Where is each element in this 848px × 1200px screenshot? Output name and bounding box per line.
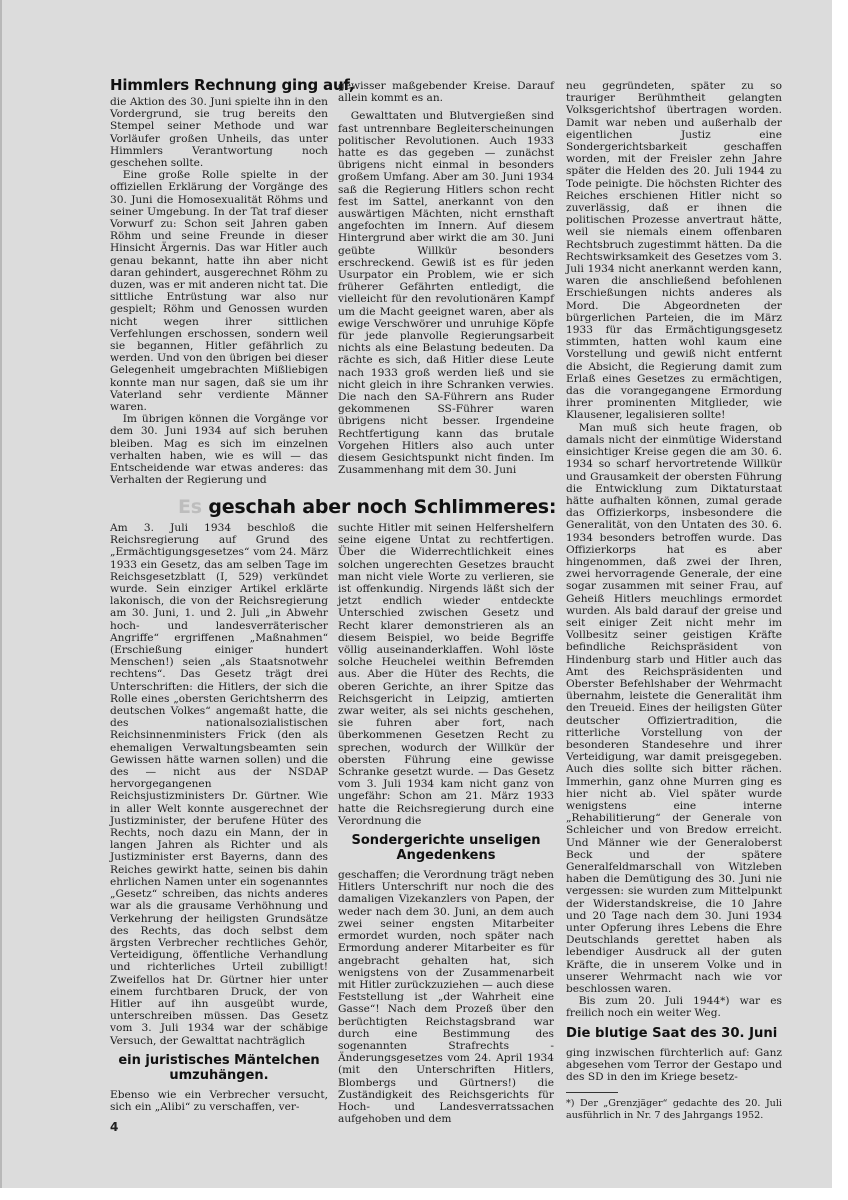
paragraph: Im übrigen können die Vorgänge vor dem 30. Juni 1934 auf sich beruhen bleiben. Mag es sich im einzelnen verhalten haben, wie es will — das Entscheidende war etwas anderes: das Verhalten der Regierung und <box>110 413 328 487</box>
paragraph: ging inzwischen fürchterlich auf: Ganz abgesehen vom Terror der Gestapo und des SD in den im Kriege besetz- <box>566 1046 782 1084</box>
paragraph: Am 3. Juli 1934 beschloß die Reichsregierung auf Grund des „Ermächtigungsgesetzes“ vom 24. März 1933 ein Gesetz, das am selben Tage im Reichsgesetzblatt (I, 529) verkündet wurde. Sein einziger Artikel erklärte lakonisch, die von der Reichsregierung am 30. Juni, 1. und 2. Juli „in Abwehr hoch- und landesverräterischer Angriffe“ ergriffenen „Maßnahmen“ (Erschießung einiger hundert Menschen!) seien „als Staatsnotwehr rechtens“. Das Gesetz trägt drei Unterschriften: die Hitlers, der sich die Rolle eines „obersten Gerichtsherrn des deutschen Volkes“ angemaßt hatte, die des nationalsozialistischen Reichsinnenministers Frick (den als ehemaligen Verwaltungsbeamten sein Gewissen hätte warnen sollen) und die des — nicht aus der NSDAP hervorgegangenen Reichsjustizministers Dr. Gürtner. Wie in aller Welt konnte ausgerechnet der Justizminister, der berufene Hüter des Rechts, noch dazu ein Mann, der in langen Jahren als Richter und als Justizminister erst Bayerns, dann des Reiches gewirkt hatte, seinen bis dahin ehrlichen Namen unter ein sogenanntes „Gesetz“ schreiben, das nichts anderes war als die grausame Verhöhnung und Verkehrung der heiligsten Grundsätze des Rechts, das doch selbst dem ärgsten Verbrecher rechtliches Gehör, Verteidigung, öffentliche Verhandlung und richterliches Urteil zubilligt! Zweifellos hat Dr. Gürtner hier unter einem furchtbaren Druck, der von Hitler auf ihn ausgeübt wurde, unterschreiben müssen. Das Gesetz vom 3. Juli 1934 war der schäbige Versuch, der Gewalttat nachträglich <box>110 522 328 1047</box>
paragraph: neu gegründeten, später zu so trauriger Berühmtheit gelangten Volksgerichtshof übertragen worden. Damit war neben und außerhalb der eigentlichen Justiz eine Sondergerichtsbarkeit geschaffen worden, mit der Freisler zehn Jahre später die Helden des 20. Juli 1944 zu Tode peinigte. Die höchsten Richter des Reiches erschienen Hitler nicht so zuverlässig, daß er ihnen die politischen Prozesse anvertraut hätte, weil sie niemals einem offenbaren Rechtsbruch zugestimmt hätten. Da die Rechtswirksamkeit des Gesetzes vom 3. Juli 1934 nicht anerkannt werden kann, waren die anschließend befohlenen Erschießungen nichts anderes als Mord. Die Abgeordneten der bürgerlichen Parteien, die im März 1933 für das Ermächtigungsgesetz stimmten, hatten wohl kaum eine Vorstellung und gewiß nicht entfernt die Absicht, die Regierung damit zum Erlaß eines Gesetzes zu ermächtigen, das die vorangegangene Ermordung ihrer prominenten Mitglieder, wie Klausener, legalisieren sollte! <box>566 80 782 422</box>
paragraph: suchte Hitler mit seinen Helfershelfern seine eigene Untat zu rechtfertigen. Über die Widerrechtlichkeit eines solchen ungerechten Gesetzes braucht man nicht viele Worte zu verlieren, sie ist offenkundig. Nirgends läßt sich der jetzt endlich wieder entdeckte Unterschied zwischen Gesetz und Recht klarer demonstrieren als an diesem Beispiel, wo beide Begriffe völlig auseinanderklaffen. Wohl löste solche Heuchelei weithin Befremden aus. Aber die Hüter des Rechts, die oberen Gerichte, an ihrer Spitze das Reichsgericht in Leipzig, amtierten zwar weiter, als sei nichts geschehen, sie fuhren aber fort, nach überkommenen Gesetzen Recht zu sprechen, wodurch der Willkür der obersten Führung eine gewisse Schranke gesetzt wurde. — Das Gesetz vom 3. Juli 1934 kam nicht ganz von ungefähr: Schon am 21. März 1933 hatte die Reichsregierung durch eine Verordnung die <box>338 522 554 827</box>
subheading-maentelchen: ein juristisches Mäntelchen umzuhängen. <box>118 1052 320 1083</box>
paragraph: Eine große Rolle spielte in der offiziellen Erklärung der Vorgänge des 30. Juni die Homosexualität Röhms und seiner Umgebung. In der Tat traf dieser Vorwurf zu: Schon seit Jahren gaben Röhm und seine Freunde in dieser Hinsicht Ärgernis. Das war Hitler auch genau bekannt, hatte ihn aber nicht daran gehindert, ausgerechnet Röhm zu duzen, was er mit anderen nicht tat. Die sittliche Entrüstung war also nur gespielt; Röhm und Genossen wurden nicht wegen ihrer sittlichen Verfehlungen erschossen, sondern weil sie begannen, Hitler gefährlich zu werden. Und von den übrigen bei dieser Gelegenheit umgebrachten Mißliebigen konnte man nur sagen, daß sie um ihr Vaterland sehr verdiente Männer waren. <box>110 169 328 414</box>
paragraph: die Aktion des 30. Juni spielte ihn in den Vordergrund, sie trug bereits den Stempel seiner Methode und war Vorläufer großen Unheils, das unter Himmlers Verantwortung noch geschehen sollte. <box>110 96 328 170</box>
heading-ghost-prefix: Es <box>178 496 202 518</box>
paragraph: Bis zum 20. Juli 1944*) war es freilich noch ein weiter Weg. <box>566 995 782 1020</box>
article-column-5 <box>566 80 782 1121</box>
paragraph: Ebenso wie ein Verbrecher versucht, sich ein „Alibi“ zu verschaffen, ver- <box>110 1088 328 1113</box>
footnote-divider <box>566 1092 618 1093</box>
heading-himmlers-rechnung: Himmlers Rechnung ging auf, <box>110 76 355 94</box>
heading-schlimmeres <box>178 496 556 518</box>
article-column-4 <box>338 522 554 1125</box>
subheading-sondergerichte: Sondergerichte unseligen Angedenkens <box>351 833 541 864</box>
subheading-blutige-saat: Die blutige Saat des 30. Juni <box>566 1025 778 1041</box>
page-number: 4 <box>110 1120 119 1134</box>
article-column-3 <box>110 522 328 1113</box>
paragraph: geschaffen; die Verordnung trägt neben Hitlers Unterschrift nur noch die des damaligen Vizekanzlers von Papen, der weder nach dem 30. Juni, an dem auch zwei seiner engsten Mitarbeiter ermordet wurden, noch später nach Ermordung anderer Mitarbeiter es für angebracht gehalten hat, sich wenigstens von der Zusammenarbeit mit Hitler zurückzuziehen — auch diese Feststellung ist „der Wahrheit eine Gasse“! Nach dem Prozeß über den berüchtigten Reichstagsbrand war durch eine Bestimmung des sogenannten Strafrechts - Änderungsgesetzes vom 24. April 1934 (mit den Unterschriften Hitlers, Blombergs und Gürtners!) die Zuständigkeit des Reichsgerichts für Hoch- und Landesverratssachen aufgehoben und dem <box>338 869 554 1126</box>
footnote: *) Der „Grenzjäger“ gedachte des 20. Juli ausführlich in Nr. 7 des Jahrgangs 1952. <box>566 1098 782 1121</box>
paragraph: Man muß sich heute fragen, ob damals nicht der einmütige Widerstand einsichtiger Kreise gegen die am 30. 6. 1934 so scharf hervortretende Willkür und Grausamkeit der obersten Führung die Entwicklung zum Diktaturstaat hätte aufhalten können, zumal gerade das Offizierkorps, insbesondere die Generalität, von den Untaten des 30. 6. 1934 besonders betroffen wurde. Das Offizierkorps hat es aber hingenommen, daß zwei der Ihren, zwei hervorragende Generale, der eine sogar zusammen mit seiner Frau, auf Geheiß Hitlers meuchlings ermordet wurden. Als bald darauf der greise und seit einiger Zeit nicht mehr im Vollbesitz seiner geistigen Kräfte befindliche Reichspräsident von Hindenburg starb und Hitler auch das Amt des Reichspräsidenten und Oberster Befehlshaber der Wehrmacht übernahm, leistete die Generalität ihm den Treueid. Eines der heiligsten Güter deutscher Offiziertradition, die ritterliche Vorstellung von der besonderen Standesehre und ihrer Verteidigung, war damit preisgegeben. Auch dies sollte sich bitter rächen. Immerhin, ganz ohne Murren ging es hier nicht ab. Viel später wurde wenigstens eine interne „Rehabilitierung“ der Generale von Schleicher und von Bredow erreicht. Und Männer wie der Generaloberst Beck und der spätere Generalfeldmarschall von Witzleben haben die Demütigung des 30. Juni nie vergessen: sie wurden zum Mittelpunkt der Widerstandskreise, die 10 Jahre und 20 Tage nach dem 30. Juni 1934 unter Opferung ihres Lebens die Ehre Deutschlands gerettet haben als lebendiger Ausdruck all der guten Kräfte, die in unserem Volke und in unserer Wehrmacht nach wie vor beschlossen waren. <box>566 421 782 996</box>
paragraph: gewisser maßgebender Kreise. Darauf allein kommt es an. <box>338 80 554 105</box>
article-column-1 <box>110 96 328 487</box>
heading-text: geschah aber noch Schlimmeres: <box>208 496 557 518</box>
paragraph: Gewalttaten und Blutvergießen sind fast untrennbare Begleiterscheinungen politischer Revolutionen. Auch 1933 hatte es das gegeben — zunächst übrigens nicht einmal in besonders großem Umfang. Aber am 30. Juni 1934 saß die Regierung Hitlers schon recht fest im Sattel, anerkannt von den auswärtigen Mächten, nicht ernsthaft angefochten im Innern. Auf diesem Hintergrund aber wirkt die am 30. Juni geübte Willkür besonders erschreckend. Gewiß ist es für jeden Usurpator ein Problem, wie er sich früherer Gefährten entledigt, die vielleicht für den revolutionären Kampf um die Macht geeignet waren, aber als ewige Verschwörer und unruhige Köpfe für jede planvolle Regierungsarbeit nichts als eine Belastung bedeuten. Da rächte es sich, daß Hitler diese Leute nach 1933 groß werden ließ und sie nicht gleich in ihre Schranken verwies. Die nach den SA-Führern ans Ruder gekommenen SS-Führer waren übrigens nicht besser. Irgendeine Rechtfertigung kann das brutale Vorgehen Hitlers also auch unter diesem Gesichtspunkt nicht finden. Im Zusammenhang mit dem 30. Juni <box>338 110 554 477</box>
article-column-2 <box>338 80 554 477</box>
